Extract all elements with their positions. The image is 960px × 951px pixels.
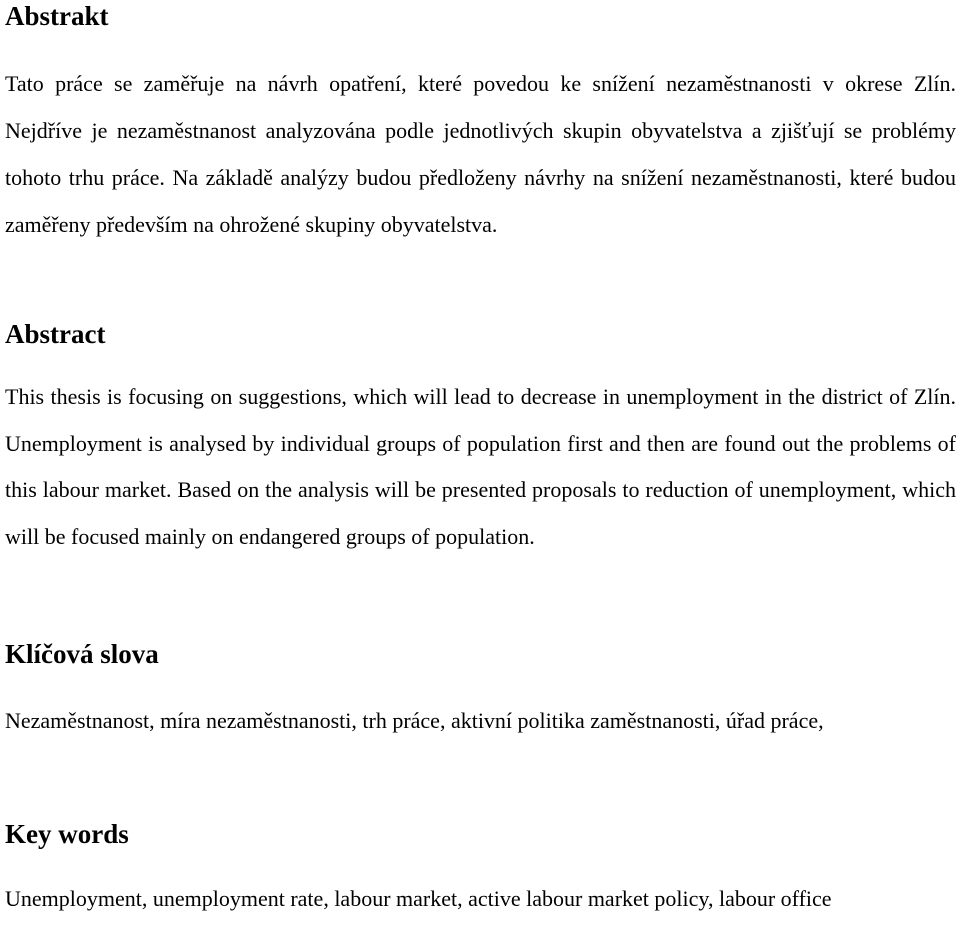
abstrakt-text: Tato práce se zaměřuje na návrh opatření, které povedou ke snížení nezaměstnanosti v okrese Zlín. Nejdříve je nezaměstnanost analyzována podle jednotlivých skupin obyvatelstva a zjišťují se problémy tohoto trhu práce. Na základě analýzy budou předloženy návrhy na snížení nezaměstnanosti, které budou zaměřeny především na ohrožené skupiny obyvatelstva.: [5, 71, 956, 237]
klicova-slova-section: [5, 638, 956, 744]
abstrakt-heading: Abstrakt: [5, 1, 109, 31]
abstract-text: This thesis is focusing on suggestions, which will lead to decrease in unemployment in the district of Zlín. Unemployment is analysed by individual groups of population first and then are found out the problems of this labour market. Based on the analysis will be presented proposals to reduction of unemployment, which will be focused mainly on endangered groups of population.: [5, 384, 956, 549]
key-words-text: Unemployment, unemployment rate, labour market, active labour market policy, labour office: [5, 886, 832, 911]
abstrakt-section: [5, 0, 956, 248]
abstract-section: [5, 318, 956, 560]
abstract-heading: Abstract: [5, 319, 106, 349]
klicova-slova-heading: Klíčová slova: [5, 639, 159, 669]
key-words-heading: Key words: [5, 819, 129, 849]
klicova-slova-text: Nezaměstnanost, míra nezaměstnanosti, trh práce, aktivní politika zaměstnanosti, úřad práce,: [5, 708, 824, 733]
key-words-section: [5, 818, 956, 921]
